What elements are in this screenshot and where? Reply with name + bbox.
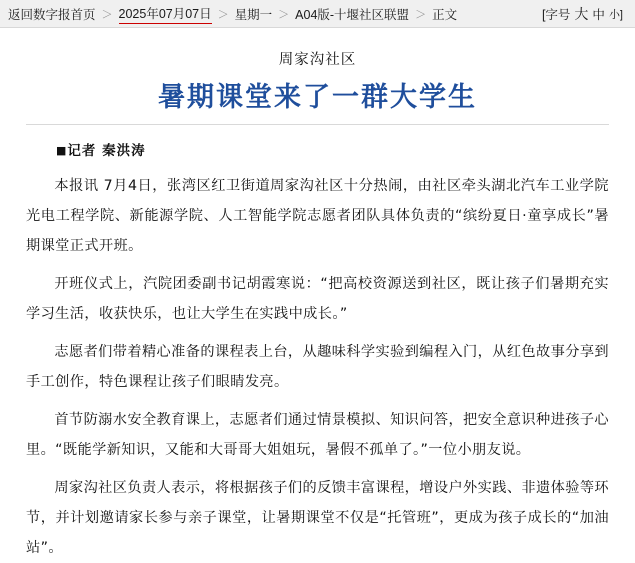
font-size-medium-button[interactable]: 中 (592, 8, 605, 22)
section-label[interactable]: A04版-十堰社区联盟 (295, 7, 410, 22)
article-subheading: 周家沟社区 (278, 52, 357, 68)
byline (56, 139, 609, 159)
byline-bullet-icon: ■ (56, 144, 68, 157)
article-paragraph: 周家沟社区负责人表示，将根据孩子们的反馈丰富课程，增设户外实践、非遗体验等环节，并计划邀请家长参与亲子课堂，让暑期课堂不仅是“托管班”，更成为孩子成长的“加油站”。 (26, 480, 609, 556)
font-size-small-button[interactable]: 小] (608, 9, 623, 21)
breadcrumb-separator-2: ＞ (217, 8, 229, 21)
article-paragraph: 首节防溺水安全教育课上，志愿者们通过情景模拟、知识问答，把安全意识种进孩子心里。“既能学新知识，又能和大哥哥大姐姐玩，暑假不孤单了。”一位小朋友说。 (26, 412, 609, 458)
publication-date[interactable]: 2025年07月07日 (119, 4, 212, 24)
title-divider (26, 124, 609, 125)
breadcrumb-separator-4: ＞ (415, 8, 427, 21)
article-container (0, 28, 635, 563)
article-paragraph: 开班仪式上，汽院团委副书记胡霞寒说：“把高校资源送到社区，既让孩子们暑期充实学习生活，收获快乐，也让大学生在实践中成长。” (26, 276, 609, 322)
font-size-control (542, 0, 625, 28)
font-size-large-button[interactable]: 大 (574, 6, 589, 22)
byline-text: 记者 秦洪涛 (67, 143, 146, 159)
column-label: 正文 (432, 7, 458, 22)
page-title: 暑期课堂来了一群大学生 (158, 82, 477, 113)
breadcrumb-separator-3: ＞ (278, 8, 290, 21)
back-to-digital-paper-link[interactable]: 返回数字报首页 (8, 7, 96, 22)
breadcrumb-bar (0, 0, 635, 28)
breadcrumb-separator-1: ＞ (101, 8, 113, 21)
article-paragraph: 本报讯 7月4日，张湾区红卫街道周家沟社区十分热闹，由社区牵头湖北汽车工业学院光电工程学院、新能源学院、人工智能学院志愿者团队具体负责的“缤纷夏日·童享成长”暑期课堂正式开班。 (26, 178, 609, 254)
article-paragraph: 志愿者们带着精心准备的课程表上台，从趣味科学实验到编程入门，从红色故事分享到手工创作，特色课程让孩子们眼睛发亮。 (26, 344, 609, 390)
font-size-label: [字号 (541, 8, 571, 22)
weekday-label: 星期一 (234, 7, 273, 22)
